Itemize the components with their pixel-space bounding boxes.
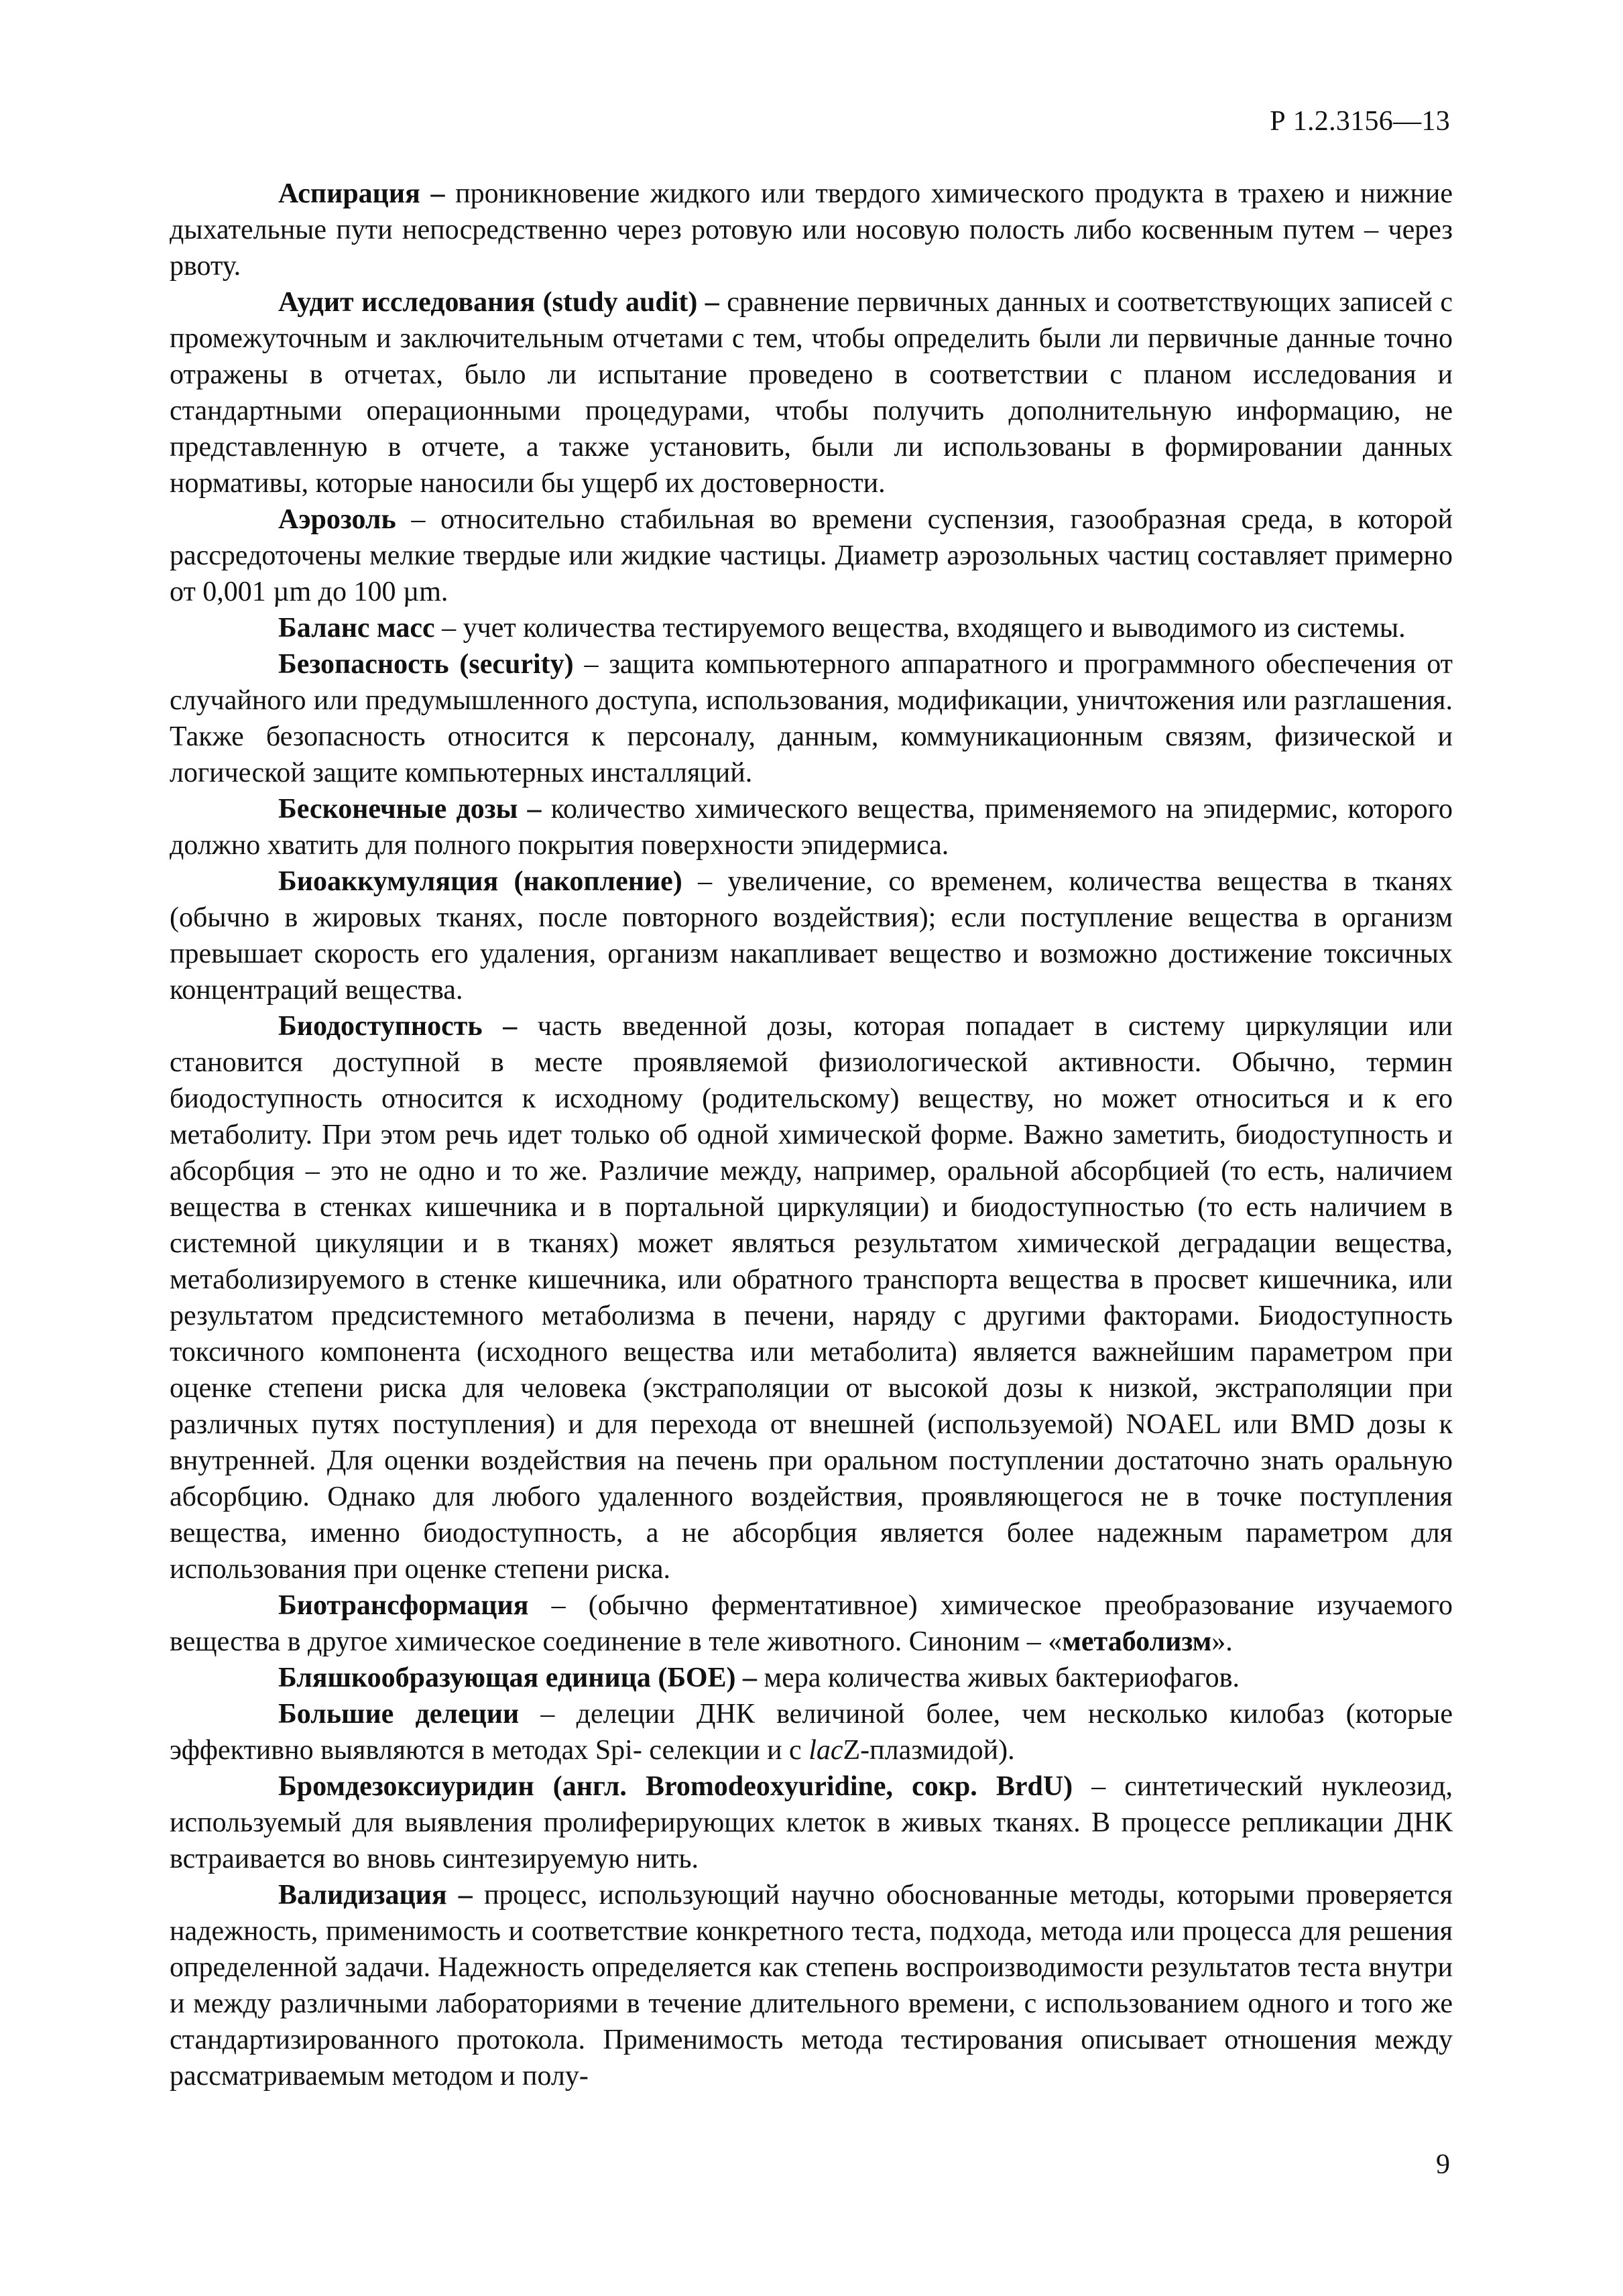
term: Бляшкообразующая единица (БОЕ) – — [278, 1663, 757, 1693]
definition: – делеции ДНК величиной более, чем несколько килобаз (которые эффективно выявляются в методах Spi- селекции и с — [170, 1699, 1453, 1766]
entry-large-deletions — [170, 1696, 1453, 1768]
term: Большие делеции — [278, 1699, 520, 1730]
definition: – (обычно ферментативное) химическое преобразование изучаемого вещества в другое химическое соединение в теле животного. Синоним – « — [170, 1590, 1453, 1657]
term: Валидизация – — [278, 1880, 473, 1911]
definition: – синтетический нуклеозид, используемый для выявления пролиферирующих клеток в живых тканях. В процессе репликации ДНК встраивается во вновь синтезируемую нить. — [170, 1771, 1453, 1874]
term: Аспирация – — [278, 178, 445, 209]
definition: проникновение жидкого или твердого химического продукта в трахею и нижние дыхательные пути непосредственно через ротовую или носовую полость либо косвенным путем – через рвоту. — [170, 178, 1453, 282]
term: Бесконечные дозы – — [278, 794, 542, 825]
gene-name-italic: lac — [808, 1735, 843, 1766]
term: Биодоступность – — [278, 1011, 518, 1042]
definition: количество химического вещества, применяемого на эпидермис, которого должно хватить для полного покрытия поверхности эпидермиса. — [170, 794, 1453, 861]
document-body — [170, 176, 1453, 2094]
term: Биотрансформация — [278, 1590, 529, 1621]
definition: сравнение первичных данных и соответствующих записей с промежуточным и заключительным отчетами с тем, чтобы определить были ли первичные данные точно отражены в отчетах, было ли испытание проведено в соответствии с планом исследования и стандартными операционными процедурами, чтобы получить дополнительную информацию, не представленную в отчете, а также установить, были ли использованы в формировании данных нормативы, которые наносили бы ущерб их достоверности. — [170, 287, 1453, 499]
term: Безопасность (security) — [278, 649, 574, 680]
synonym-term: метаболизм — [1062, 1626, 1212, 1657]
entry-validation — [170, 1877, 1453, 2094]
definition-end: Z-плазмидой). — [843, 1735, 1015, 1766]
definition: – относительно стабильная во времени суспензия, газообразная среда, в которой рассредоточены мелкие твердые или жидкие частицы. Диаметр аэрозольных частиц составляет примерно от 0,001 µm до 100 µm. — [170, 504, 1453, 607]
entry-security — [170, 646, 1453, 791]
term: Баланс масс — [278, 613, 435, 644]
term: Аудит исследования (study audit) – — [278, 287, 719, 318]
entry-mass-balance — [170, 610, 1453, 646]
entry-study-audit — [170, 284, 1453, 501]
entry-plaque-forming-unit — [170, 1660, 1453, 1696]
definition-end: ». — [1211, 1626, 1233, 1657]
definition: процесс, использующий научно обоснованные методы, которыми проверяется надежность, применимость и соответствие конкретного теста, подхода, метода или процесса для решения определенной задачи. Надежность определяется как степень воспроизводимости результатов теста внутри и между различными лабораториями в течение длительного времени, с использованием одного и того же стандартизированного протокола. Применимость метода тестирования описывает отношения между рассматриваемым методом и полу- — [170, 1880, 1453, 2092]
definition: – учет количества тестируемого вещества, входящего и выводимого из системы. — [434, 613, 1406, 644]
entry-biotransformation — [170, 1587, 1453, 1660]
entry-bioaccumulation — [170, 863, 1453, 1008]
term: Бромдезоксиуридин (англ. Bromodeoxyuridine, сокр. BrdU) — [278, 1771, 1073, 1802]
entry-bromodeoxyuridine — [170, 1768, 1453, 1877]
entry-aerosol — [170, 501, 1453, 610]
definition: мера количества живых бактериофагов. — [757, 1663, 1240, 1693]
entry-bioavailability — [170, 1008, 1453, 1587]
page-number: 9 — [1436, 2149, 1450, 2180]
term: Биоаккумуляция (накопление) — [278, 866, 682, 897]
entry-aspiration — [170, 176, 1453, 284]
definition: часть введенной дозы, которая попадает в систему циркуляции или становится доступной в месте проявляемой физиологической активности. Обычно, термин биодоступность относится к исходному (родительскому) веществу, но может относиться и к его метаболиту. При этом речь идет только об одной химической форме. Важно заметить, биодоступность и абсорбция – это не одно и то же. Различие между, например, оральной абсорбцией (то есть, наличием вещества в стенках кишечника и в портальной циркуляции) и биодоступностью (то есть наличием в системной цикуляции и в тканях) может являться результатом химической деградации вещества, метаболизируемого в стенке кишечника, или обратного транспорта вещества в просвет кишечника, или результатом предсистемного метаболизма в печени, наряду с другими факторами. Биодоступность токсичного компонента (исходного вещества или метаболита) является важнейшим параметром при оценке степени риска для человека (экстраполяции от высокой дозы к низкой, экстраполяции при различных путях поступления) и для перехода от внешней (используемой) NOAEL или BMD дозы к внутренней. Для оценки воздействия на печень при оральном поступлении достаточно знать оральную абсорбцию. Однако для любого удаленного воздействия, проявляющегося не в точке поступления вещества, именно биодоступность, а не абсорбция является более надежным параметром для использования при оценке степени риска. — [170, 1011, 1453, 1585]
document-code: Р 1.2.3156—13 — [1270, 106, 1450, 137]
term: Аэрозоль — [278, 504, 396, 535]
entry-infinite-doses — [170, 791, 1453, 863]
definition: – защита компьютерного аппаратного и программного обеспечения от случайного или предумышленного доступа, использования, модификации, уничтожения или разглашения. Также безопасность относится к персоналу, данным, коммуникационным связям, физической и логической защите компьютерных инсталляций. — [170, 649, 1453, 788]
definition: – увеличение, со временем, количества вещества в тканях (обычно в жировых тканях, после повторного воздействия); если поступление вещества в организм превышает скорость его удаления, организм накапливает вещество и возможно достижение токсичных концентраций вещества. — [170, 866, 1453, 1006]
